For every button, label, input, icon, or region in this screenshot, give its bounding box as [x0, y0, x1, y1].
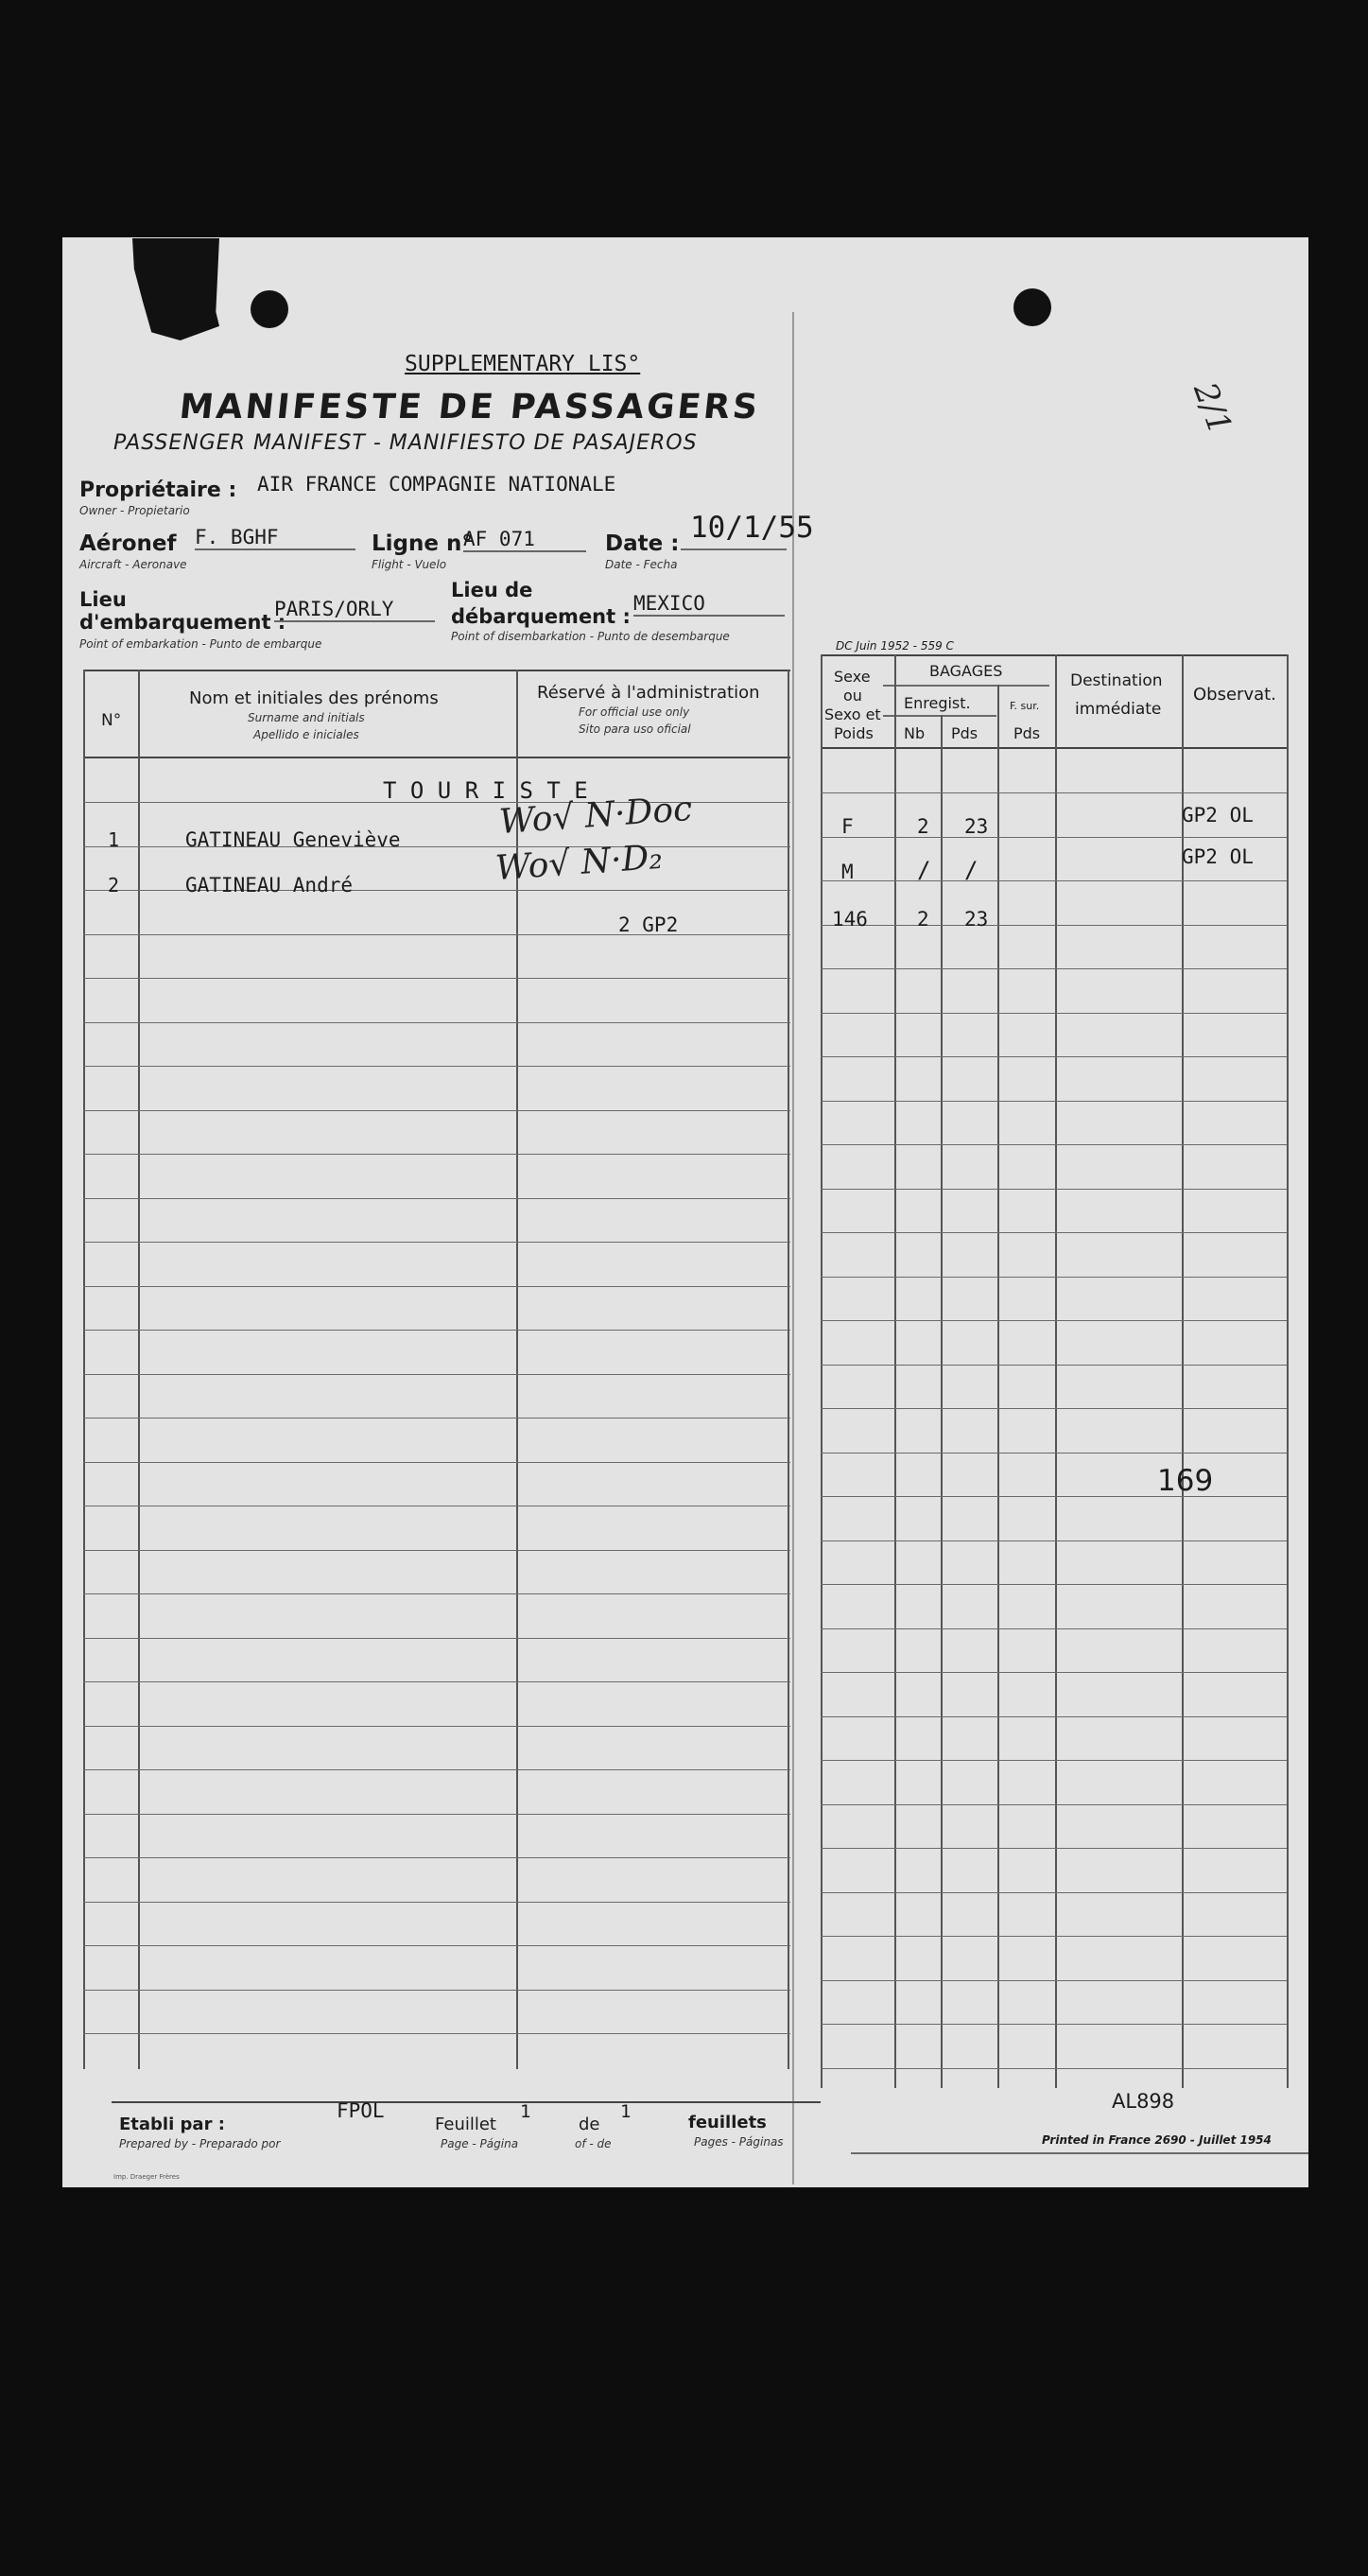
row-rule-left [83, 1902, 790, 1903]
sex-column-rule [894, 654, 896, 2088]
row-rule-left [83, 1154, 790, 1155]
col-name-es: Apellido e iniciales [253, 728, 359, 741]
date-underline [681, 548, 787, 550]
right-table-top [821, 654, 1287, 656]
prepared-sub: Prepared by - Preparado por [119, 2137, 281, 2150]
row-rule-right [821, 925, 1287, 926]
col-extra-2: Pds [1013, 724, 1041, 742]
row-rule-right [821, 1365, 1287, 1366]
passenger-2-bag-count: / [917, 857, 931, 883]
col-nb: Nb [904, 724, 926, 742]
registered-group-rule [883, 715, 996, 717]
col-sex-3: Sexo et [824, 705, 881, 723]
flight-value: AF 071 [463, 528, 586, 552]
row-rule-left [83, 1242, 790, 1243]
supplementary-stamp: SUPPLEMENTARY LIS° [405, 352, 641, 376]
owner-value: AIR FRANCE COMPAGNIE NATIONALE [257, 473, 616, 496]
prepared-label: Etabli par : [119, 2115, 225, 2134]
passenger-1-admin-signature: Wo√ N·Doc [497, 789, 694, 843]
section-label-touriste: T O U R I S T E [383, 777, 588, 804]
row-rule-left [83, 1814, 790, 1815]
passenger-2-observation: GP2 OL [1182, 845, 1254, 868]
passenger-2-no: 2 [108, 874, 120, 896]
row-rule-right [821, 1144, 1287, 1145]
row-rule-right [821, 1716, 1287, 1717]
right-table-outer-edge [1287, 654, 1289, 2088]
row-rule-left [83, 934, 790, 935]
disembark-value: MEXICO [633, 592, 785, 617]
row-rule-right [821, 1320, 1287, 1321]
row-rule-left [83, 1857, 790, 1858]
disembark-label-1: Lieu de [451, 579, 533, 601]
aircraft-label: Aéronef [79, 531, 177, 556]
footer-right-rule [851, 2152, 1308, 2154]
embark-label-1: Lieu [79, 588, 127, 611]
row-rule-right [821, 1056, 1287, 1057]
row-rule-left [83, 1593, 790, 1594]
footer-top-rule [112, 2101, 821, 2103]
page-subtitle: PASSENGER MANIFEST - MANIFIESTO DE PASAJEROS [113, 431, 698, 455]
reference-code: AL898 [1112, 2090, 1175, 2113]
row-rule-right [821, 880, 1287, 881]
embark-value: PARIS/ORLY [274, 598, 435, 622]
row-rule-right [821, 1496, 1287, 1497]
col-observations: Observat. [1193, 685, 1276, 705]
sheet-sub: Page - Página [441, 2137, 519, 2150]
col-sex-2: ou [843, 687, 862, 705]
of-sub: of - de [575, 2137, 612, 2150]
pds-column-rule [997, 685, 999, 2088]
printed-note: Printed in France 2690 - Juillet 1954 [1042, 2133, 1272, 2147]
row-rule-right [821, 1672, 1287, 1673]
row-rule-right [821, 968, 1287, 969]
row-rule-left [83, 1769, 790, 1770]
passenger-2-name: GATINEAU André [185, 874, 354, 896]
row-rule-right [821, 1101, 1287, 1102]
form-code: DC Juin 1952 - 559 C [836, 639, 954, 653]
aircraft-sub: Aircraft - Aeronave [79, 558, 187, 571]
row-rule-left [83, 1022, 790, 1023]
col-no: N° [101, 711, 122, 730]
passenger-1-name: GATINEAU Geneviève [185, 828, 401, 851]
col-admin-es: Sito para uso oficial [579, 722, 691, 736]
pages-sub: Pages - Páginas [694, 2135, 784, 2149]
passenger-1-observation: GP2 OL [1182, 804, 1254, 827]
punch-hole-left [251, 290, 288, 328]
row-rule-right [821, 792, 1287, 793]
dest-column-rule [1182, 654, 1184, 2088]
col-sex-1: Sexe [834, 668, 871, 686]
side-number: 169 [1157, 1464, 1214, 1498]
col-registered: Enregist. [904, 694, 971, 712]
flight-sub: Flight - Vuelo [372, 558, 447, 571]
total-bag-weight: 23 [964, 908, 989, 931]
left-table-top [83, 670, 790, 671]
row-rule-right [821, 1277, 1287, 1278]
passenger-1-sex: F [841, 815, 854, 838]
row-rule-left [83, 1462, 790, 1463]
row-rule-left [83, 1330, 790, 1331]
perforation-line [792, 312, 794, 2184]
row-rule-right [821, 2024, 1287, 2025]
passenger-1-bag-count: 2 [917, 815, 929, 838]
row-rule-right [821, 1408, 1287, 1409]
date-sub: Date - Fecha [605, 558, 678, 571]
flight-label: Ligne n° [372, 531, 473, 556]
row-rule-right [821, 1232, 1287, 1233]
row-rule-right [821, 1980, 1287, 1981]
col-name: Nom et initiales des prénoms [189, 688, 439, 708]
baggage-column-rule [1055, 654, 1057, 2088]
date-value: 10/1/55 [690, 511, 814, 545]
row-rule-left [83, 1110, 790, 1111]
row-rule-left [83, 1418, 790, 1419]
row-rule-left [83, 1726, 790, 1727]
row-rule-right [821, 1013, 1287, 1014]
punch-hole-right [1013, 288, 1051, 326]
col-admin-en: For official use only [579, 705, 690, 719]
left-table-edge [83, 670, 85, 2069]
col-name-en: Surname and initials [248, 711, 365, 724]
row-rule-left [83, 1550, 790, 1551]
col-sex-4: Poids [834, 724, 874, 742]
disembark-label-2: débarquement : [451, 605, 631, 628]
owner-label: Propriétaire : [79, 479, 237, 502]
row-rule-left [83, 1638, 790, 1639]
corner-handwritten-mark: 2/1 [1186, 377, 1239, 440]
owner-sub: Owner - Propietario [79, 504, 190, 517]
col-destination-1: Destination [1070, 671, 1163, 690]
row-rule-right [821, 1540, 1287, 1541]
nb-column-rule [941, 715, 943, 2088]
admin-column-rule [788, 670, 789, 2069]
embark-label-2: d'embarquement : [79, 611, 286, 634]
row-rule-left [83, 1990, 790, 1991]
disembark-sub: Point of disembarkation - Punto de desembarque [451, 630, 730, 643]
passenger-1-bag-weight: 23 [964, 815, 989, 838]
passenger-2-sex: M [841, 861, 854, 883]
col-extra-1: F. sur. [1010, 700, 1040, 712]
col-admin: Réservé à l'administration [537, 683, 760, 703]
of-label: de [579, 2115, 600, 2134]
col-baggage: BAGAGES [929, 662, 1003, 680]
right-table-header-bottom [821, 747, 1287, 749]
aircraft-value: F. BGHF [195, 526, 355, 550]
passenger-1-no: 1 [108, 828, 120, 851]
total-weight: 146 [832, 908, 868, 931]
row-rule-right [821, 1760, 1287, 1761]
no-column-rule [138, 670, 140, 2069]
baggage-group-rule [883, 685, 1049, 687]
row-rule-left [83, 978, 790, 979]
prepared-value: FPOL [337, 2099, 385, 2122]
pages-label: feuillets [688, 2113, 767, 2132]
row-rule-right [821, 1804, 1287, 1805]
embark-sub: Point of embarkation - Punto de embarque [79, 637, 322, 651]
total-bag-count: 2 [917, 908, 929, 931]
row-rule-right [821, 2068, 1287, 2069]
page-title: MANIFESTE DE PASSAGERS [177, 388, 762, 426]
total-admin: 2 GP2 [618, 914, 679, 936]
row-rule-right [821, 1584, 1287, 1585]
row-rule-left [83, 1066, 790, 1067]
row-rule-right [821, 1628, 1287, 1629]
row-rule-left [83, 1286, 790, 1287]
row-rule-right [821, 837, 1287, 838]
passenger-2-bag-weight: / [964, 857, 978, 883]
of-value: 1 [620, 2101, 632, 2122]
sheet-label: Feuillet [435, 2115, 496, 2134]
col-destination-2: immédiate [1075, 700, 1162, 719]
row-rule-left [83, 1198, 790, 1199]
row-rule-right [821, 1848, 1287, 1849]
left-table-header-bottom [83, 757, 790, 758]
row-rule-right [821, 1892, 1287, 1893]
row-rule-right [821, 1189, 1287, 1190]
row-rule-left [83, 2033, 790, 2034]
row-rule-left [83, 1945, 790, 1946]
row-rule-right [821, 1936, 1287, 1937]
row-rule-left [83, 1681, 790, 1682]
col-pds: Pds [951, 724, 978, 742]
row-rule-left [83, 1374, 790, 1375]
printer-imprint: Imp. Draeger Frères [113, 2173, 180, 2181]
sheet-value: 1 [520, 2101, 531, 2122]
date-label: Date : [605, 531, 680, 556]
passenger-2-admin-signature: Wo√ N·D₂ [494, 837, 665, 889]
right-table-edge [821, 654, 823, 2088]
